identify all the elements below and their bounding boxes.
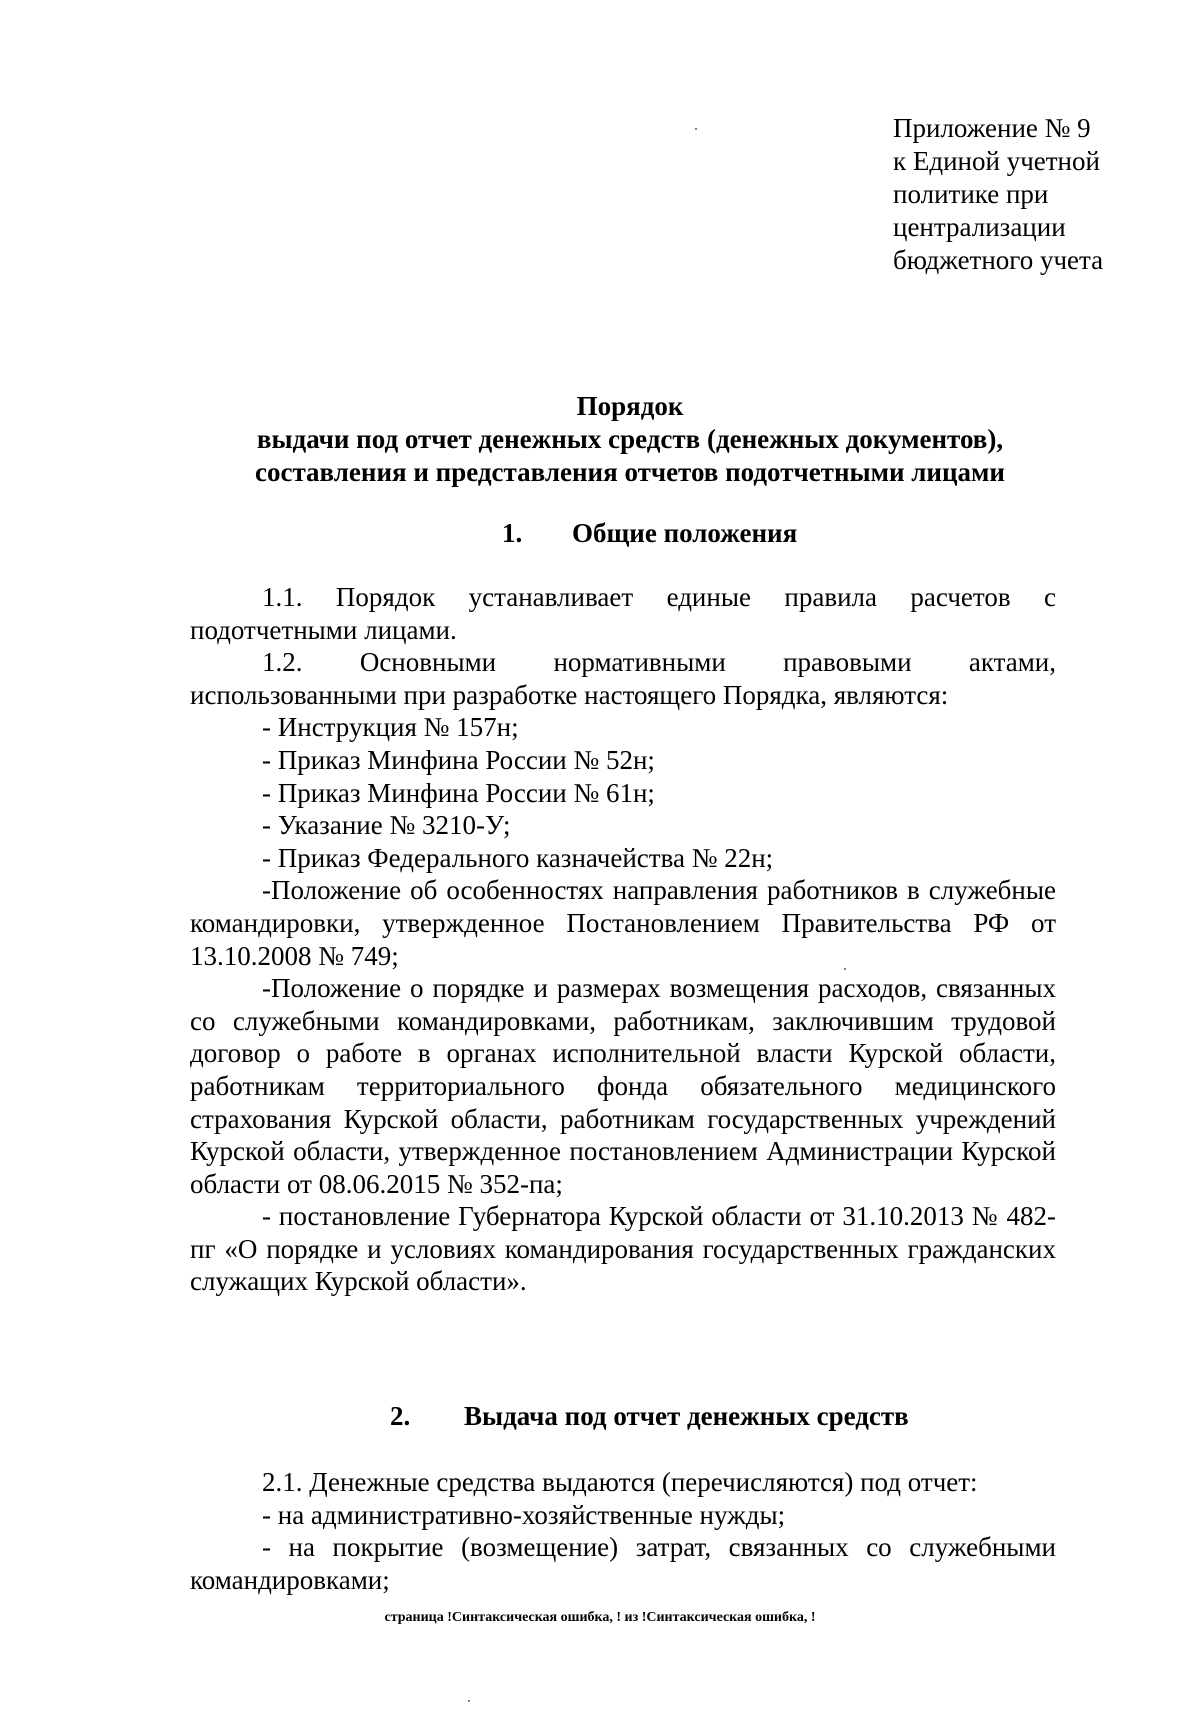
paragraph-1-1: 1.1. Порядок устанавливает единые правила расчетов с подотчетными лицами.	[190, 582, 1056, 645]
scan-speck	[468, 1700, 470, 1702]
page-footer: страница !Синтаксическая ошибка, ! из !Синтаксическая ошибка, !	[384, 1610, 816, 1625]
paragraph-2-1: 2.1. Денежные средства выдаются (перечисляются) под отчет:	[262, 1467, 978, 1497]
scan-speck	[844, 968, 846, 970]
list-item: -Положение об особенностях направления работников в служебные командировки, утвержденное Постановлением Правительства РФ от 13.10.2008 № 749;	[190, 875, 1056, 971]
appendix-line: политике при	[893, 179, 1049, 209]
section-title: Выдача под отчет денежных средств	[464, 1401, 909, 1431]
appendix-note	[893, 112, 1103, 277]
list-item: - Приказ Минфина России № 61н;	[262, 777, 655, 808]
section-number: 1.	[502, 518, 523, 548]
section-2-body	[190, 1466, 1056, 1596]
section-title: Общие положения	[572, 518, 798, 548]
list-item: - на покрытие (возмещение) затрат, связанных со служебными командировками;	[190, 1532, 1056, 1595]
list-item: - Указание № 3210-У;	[262, 810, 511, 841]
title-line: составления и представления отчетов подотчетными лицами	[254, 457, 1005, 487]
paragraph-1-2: 1.2. Основными нормативными правовыми актами, использованными при разработке настоящего Порядка, являются:	[190, 647, 1056, 710]
document-title	[190, 390, 1070, 489]
list-item: - Приказ Минфина России № 52н;	[262, 744, 655, 775]
appendix-line: к Единой учетной	[893, 146, 1100, 176]
scan-speck	[695, 128, 697, 130]
appendix-line: бюджетного учета	[893, 245, 1104, 275]
title-line: Порядок	[576, 391, 684, 421]
section-1-body	[190, 581, 1056, 1298]
list-item: -Положение о порядке и размерах возмещения расходов, связанных со служебными командировками, работникам, заключившим трудовой договор о работе в органах исполнительной власти Курской области, работникам территориального фонда обязательного медицинского страхования Курской области, работникам государственных учреждений Курской области, утвержденное постановлением Администрации Курской области от 08.06.2015 № 352-па;	[190, 973, 1056, 1199]
list-item: - постановление Губернатора Курской области от 31.10.2013 № 482-пг «О порядке и условиях командирования государственных гражданских служащих Курской области».	[190, 1201, 1056, 1297]
list-item: - на административно-хозяйственные нужды;	[262, 1499, 786, 1530]
appendix-line: централизации	[893, 212, 1066, 242]
appendix-line: Приложение № 9	[893, 113, 1091, 143]
list-item: - Приказ Федерального казначейства № 22н;	[262, 842, 774, 873]
title-line: выдачи под отчет денежных средств (денежных документов),	[256, 424, 1004, 454]
section-number: 2.	[390, 1401, 411, 1431]
list-item: - Инструкция № 157н;	[262, 712, 519, 743]
